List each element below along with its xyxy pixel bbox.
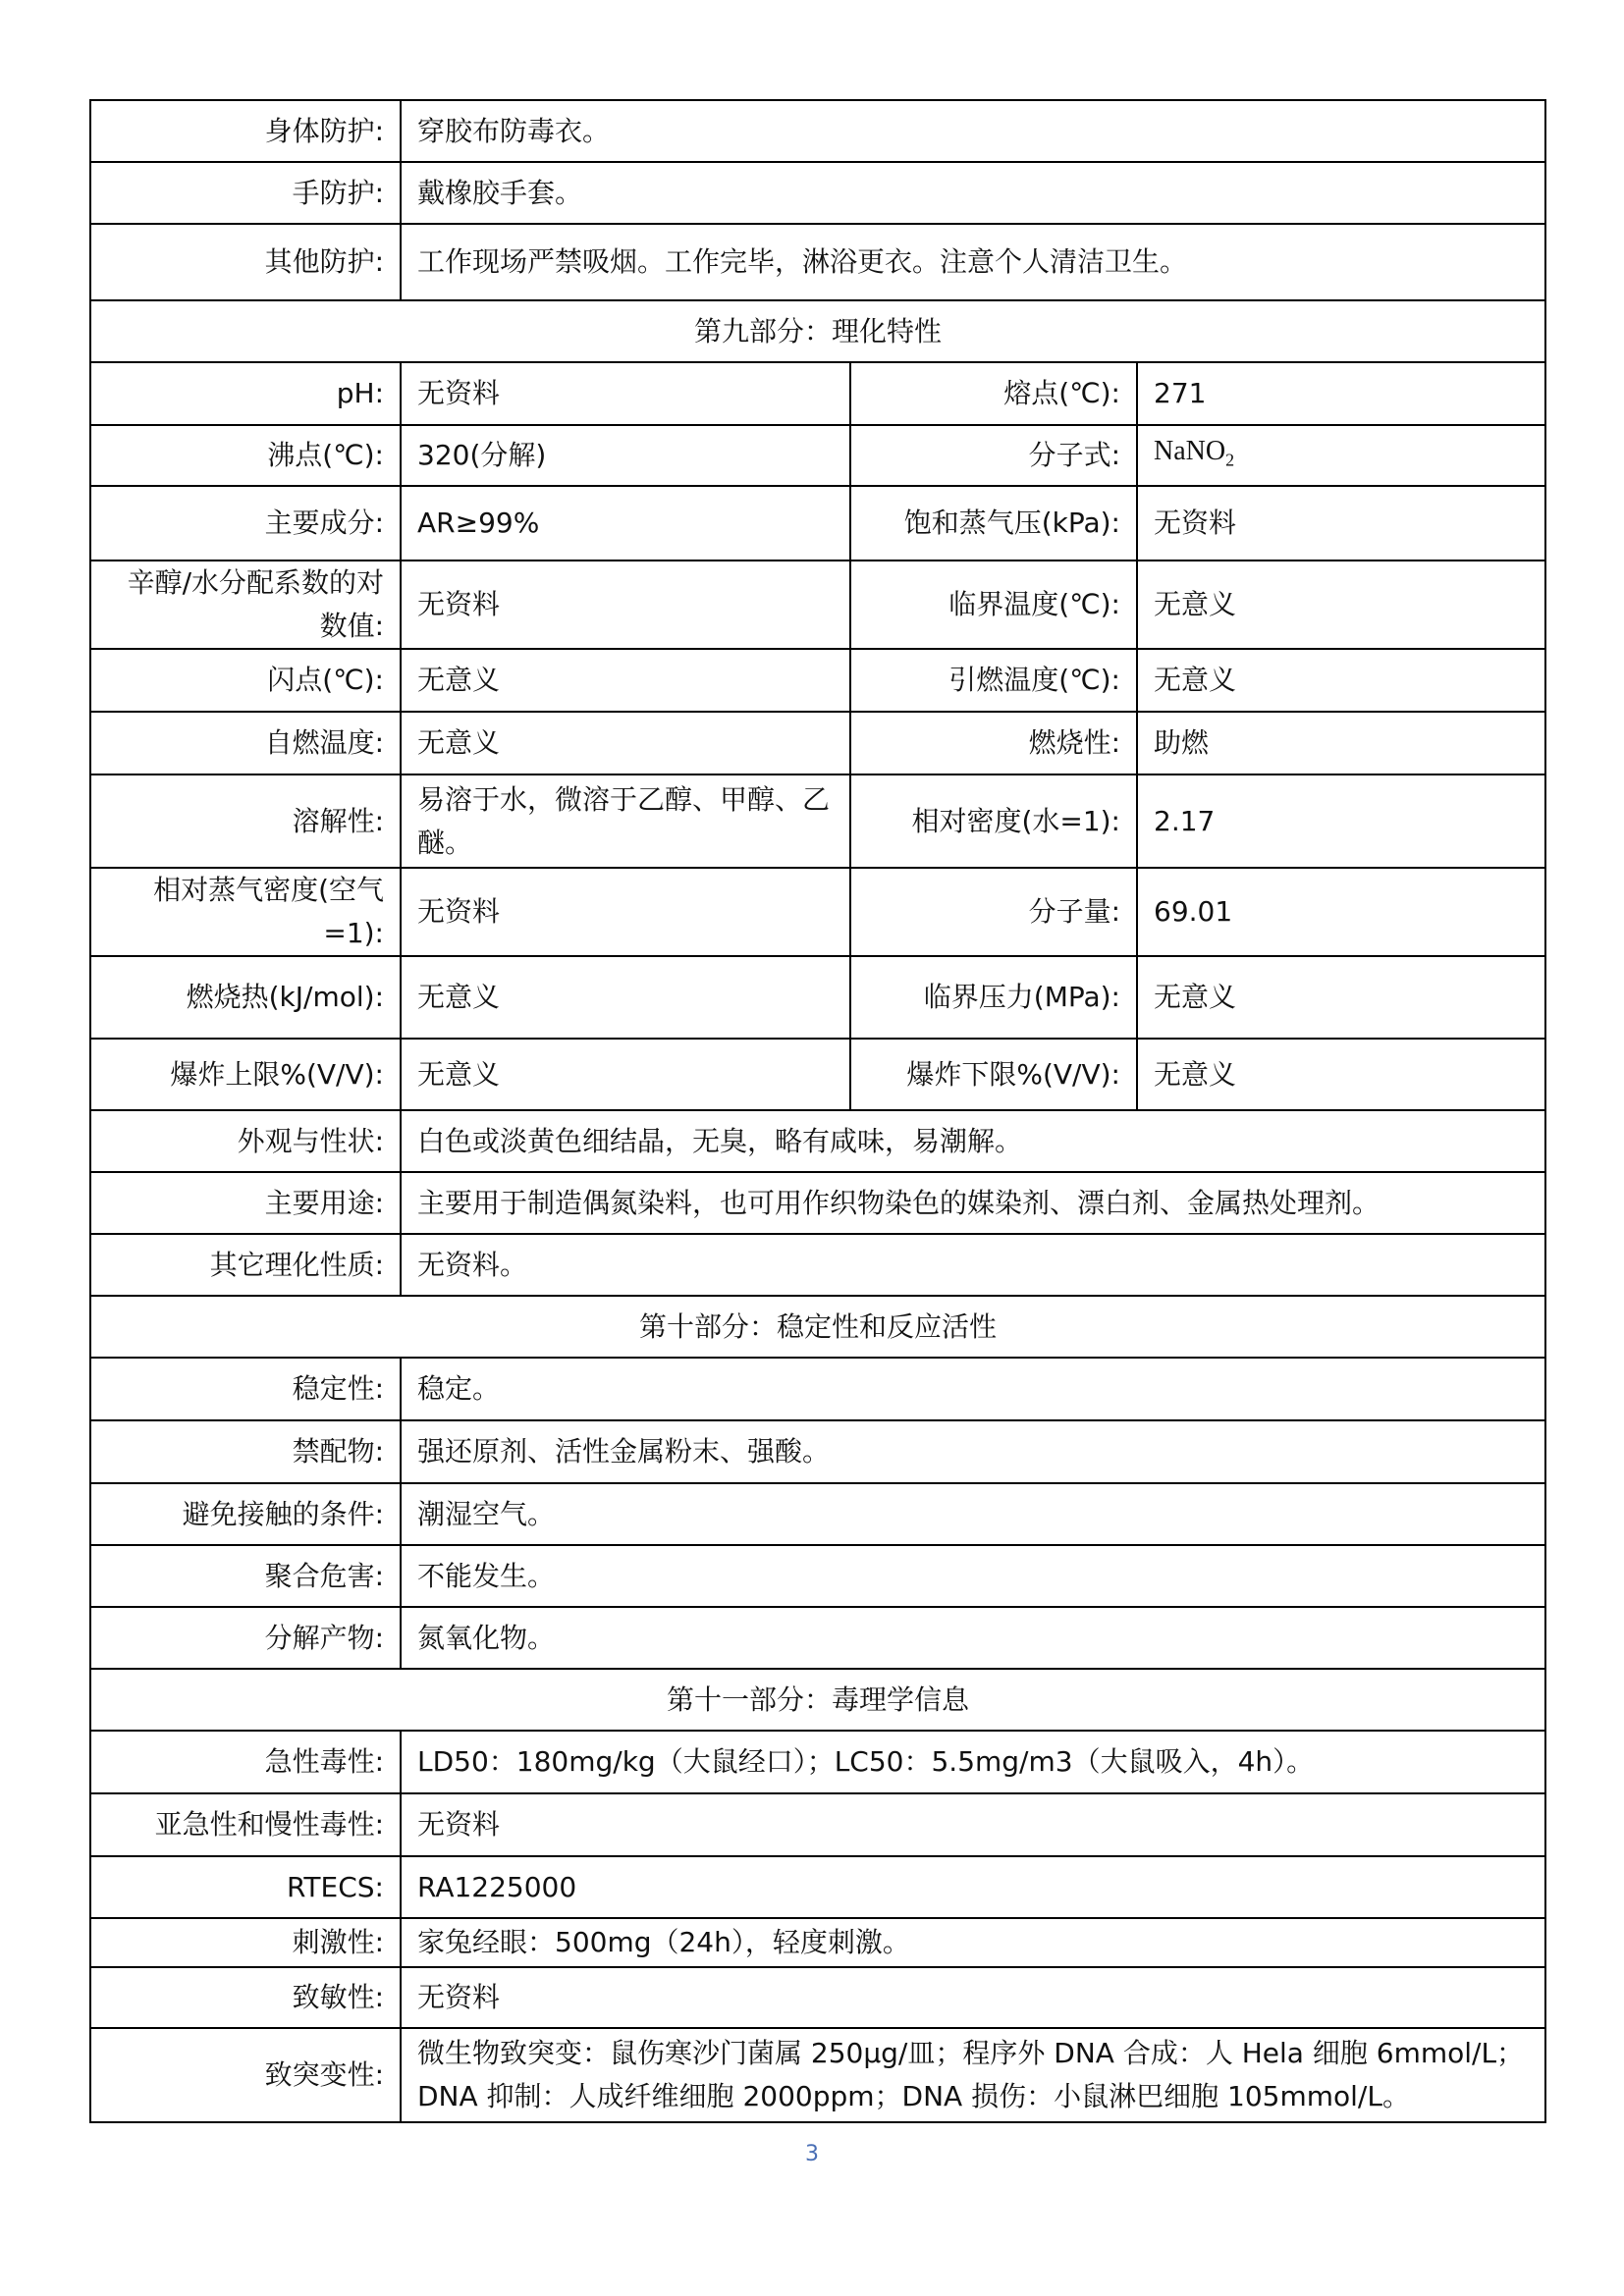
table-row	[90, 1420, 1545, 1483]
row-label: 沸点(℃):	[90, 425, 401, 486]
table-row	[90, 486, 1545, 561]
row-value: 主要用于制造偶氮染料，也可用作织物染色的媒染剂、漂白剂、金属热处理剂。	[401, 1172, 1545, 1234]
table-row	[90, 956, 1545, 1039]
table-row	[90, 362, 1545, 425]
row-value: 稳定。	[401, 1358, 1545, 1420]
row-label: 饱和蒸气压(kPa):	[850, 486, 1137, 561]
row-value: 271	[1137, 362, 1545, 425]
table-row	[90, 1172, 1545, 1234]
table-row	[90, 100, 1545, 162]
row-label: 主要用途:	[90, 1172, 401, 1234]
table-row	[90, 224, 1545, 300]
table-row	[90, 1039, 1545, 1110]
row-label: 分解产物:	[90, 1607, 401, 1669]
row-value: 氮氧化物。	[401, 1607, 1545, 1669]
row-label: RTECS:	[90, 1856, 401, 1918]
row-label: 临界温度(℃):	[850, 561, 1137, 649]
row-value: 无意义	[401, 1039, 850, 1110]
formula-subscript: 2	[1225, 450, 1235, 470]
section-title: 第十一部分：毒理学信息	[90, 1669, 1545, 1731]
row-value: 白色或淡黄色细结晶，无臭，略有咸味，易潮解。	[401, 1110, 1545, 1172]
row-label: 身体防护:	[90, 100, 401, 162]
row-value: 戴橡胶手套。	[401, 162, 1545, 224]
row-value: LD50：180mg/kg（大鼠经口）；LC50：5.5mg/m3（大鼠吸入，4h）。	[401, 1731, 1545, 1793]
row-value: 无资料	[401, 1967, 1545, 2028]
row-label: 其他防护:	[90, 224, 401, 300]
row-value: 无资料	[401, 362, 850, 425]
row-value: 无意义	[1137, 1039, 1545, 1110]
table-row	[90, 712, 1545, 774]
table-row	[90, 1483, 1545, 1545]
row-value: 强还原剂、活性金属粉末、强酸。	[401, 1420, 1545, 1483]
row-label: 分子式:	[850, 425, 1137, 486]
row-label: 临界压力(MPa):	[850, 956, 1137, 1039]
row-label: 燃烧热(kJ/mol):	[90, 956, 401, 1039]
formula-main: NaNO	[1154, 435, 1226, 466]
row-label: 相对蒸气密度(空气=1):	[90, 868, 401, 956]
table-row	[90, 868, 1545, 956]
row-label: 禁配物:	[90, 1420, 401, 1483]
row-value: 320(分解)	[401, 425, 850, 486]
row-value: 无资料	[401, 561, 850, 649]
molecular-formula-value	[1137, 425, 1545, 486]
msds-table	[89, 99, 1546, 2123]
table-row	[90, 1110, 1545, 1172]
row-value: 无资料	[401, 1793, 1545, 1856]
row-label: 亚急性和慢性毒性:	[90, 1793, 401, 1856]
table-row	[90, 2028, 1545, 2122]
row-value: 家兔经眼：500mg（24h），轻度刺激。	[401, 1918, 1545, 1967]
row-label: 闪点(℃):	[90, 649, 401, 712]
row-label: 自燃温度:	[90, 712, 401, 774]
row-value: 无意义	[1137, 649, 1545, 712]
section-header	[90, 1296, 1545, 1358]
page-number: 3	[805, 2142, 819, 2166]
table-row	[90, 561, 1545, 649]
table-row	[90, 1918, 1545, 1967]
row-label: 辛醇/水分配系数的对数值:	[90, 561, 401, 649]
table-row	[90, 774, 1545, 868]
row-value: 无资料	[401, 868, 850, 956]
row-label: 致敏性:	[90, 1967, 401, 2028]
table-row	[90, 425, 1545, 486]
table-row	[90, 1731, 1545, 1793]
row-label: 爆炸下限%(V/V):	[850, 1039, 1137, 1110]
row-label: 熔点(℃):	[850, 362, 1137, 425]
row-value: 无意义	[401, 649, 850, 712]
row-value: 无资料。	[401, 1234, 1545, 1296]
section-title: 第十部分：稳定性和反应活性	[90, 1296, 1545, 1358]
table-row	[90, 1358, 1545, 1420]
row-value: 无资料	[1137, 486, 1545, 561]
row-value: 微生物致突变：鼠伤寒沙门菌属 250μg/皿；程序外 DNA 合成：人 Hela 细胞 6mmol/L；DNA 抑制：人成纤维细胞 2000ppm；DNA 损伤：小鼠淋巴细胞 105mmol/L。	[401, 2028, 1545, 2122]
row-value: 2.17	[1137, 774, 1545, 868]
table-row	[90, 1967, 1545, 2028]
row-value: 无意义	[401, 712, 850, 774]
row-value: 无意义	[1137, 561, 1545, 649]
table-row	[90, 1234, 1545, 1296]
row-label: pH:	[90, 362, 401, 425]
row-label: 引燃温度(℃):	[850, 649, 1137, 712]
row-value: AR≥99%	[401, 486, 850, 561]
row-value: 易溶于水，微溶于乙醇、甲醇、乙醚。	[401, 774, 850, 868]
row-label: 溶解性:	[90, 774, 401, 868]
row-value: 潮湿空气。	[401, 1483, 1545, 1545]
row-label: 燃烧性:	[850, 712, 1137, 774]
section-header	[90, 1669, 1545, 1731]
row-label: 刺激性:	[90, 1918, 401, 1967]
table-row	[90, 1793, 1545, 1856]
row-label: 其它理化性质:	[90, 1234, 401, 1296]
table-row	[90, 1545, 1545, 1607]
row-label: 聚合危害:	[90, 1545, 401, 1607]
table-row	[90, 162, 1545, 224]
table-row	[90, 1607, 1545, 1669]
row-value: 助燃	[1137, 712, 1545, 774]
row-label: 避免接触的条件:	[90, 1483, 401, 1545]
row-label: 致突变性:	[90, 2028, 401, 2122]
row-value: 69.01	[1137, 868, 1545, 956]
row-value: 穿胶布防毒衣。	[401, 100, 1545, 162]
row-label: 稳定性:	[90, 1358, 401, 1420]
row-label: 分子量:	[850, 868, 1137, 956]
row-label: 相对密度(水=1):	[850, 774, 1137, 868]
row-value: 无意义	[401, 956, 850, 1039]
row-label: 急性毒性:	[90, 1731, 401, 1793]
row-label: 爆炸上限%(V/V):	[90, 1039, 401, 1110]
row-value: RA1225000	[401, 1856, 1545, 1918]
row-label: 主要成分:	[90, 486, 401, 561]
table-row	[90, 649, 1545, 712]
row-label: 手防护:	[90, 162, 401, 224]
section-header	[90, 300, 1545, 362]
row-label: 外观与性状:	[90, 1110, 401, 1172]
row-value: 工作现场严禁吸烟。工作完毕，淋浴更衣。注意个人清洁卫生。	[401, 224, 1545, 300]
table-row	[90, 1856, 1545, 1918]
section-title: 第九部分：理化特性	[90, 300, 1545, 362]
row-value: 不能发生。	[401, 1545, 1545, 1607]
row-value: 无意义	[1137, 956, 1545, 1039]
